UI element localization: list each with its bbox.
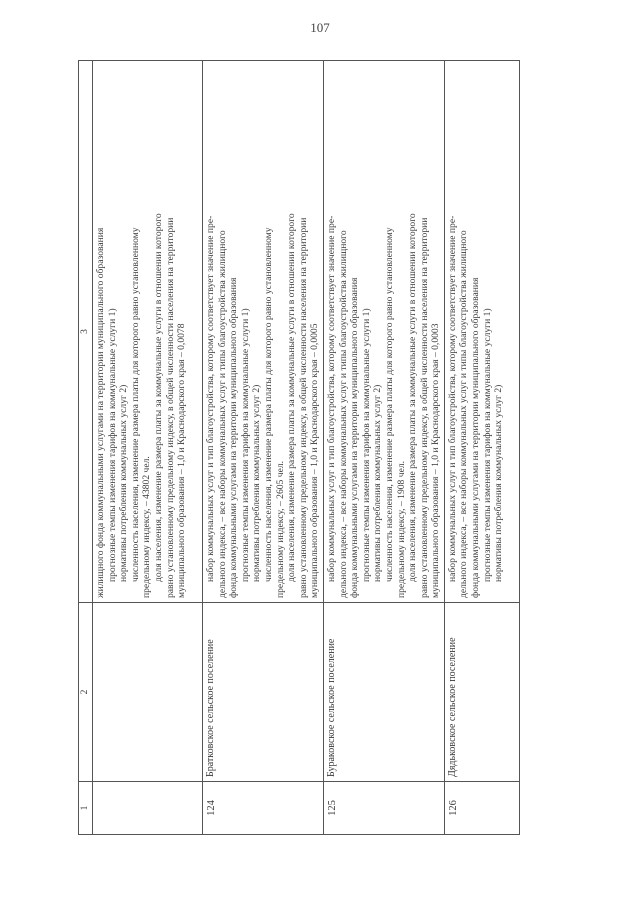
description-line: нормативы потребления коммунальных услуг 2)	[118, 384, 130, 582]
settlement-name: Дядьковское сельское поселение	[444, 603, 519, 782]
description-line: прогнозные темпы изменения тарифов на коммунальные услуги 1)	[360, 308, 372, 582]
header-col-3: 3	[79, 61, 93, 603]
indicator-description	[444, 61, 519, 603]
rotated-table-container	[78, 60, 503, 835]
table-row	[203, 61, 324, 835]
description-line: прогнозные темпы изменения тарифов на коммунальные услуги 1)	[239, 308, 251, 582]
description-line: прогнозные темпы изменения тарифов на коммунальные услуги 1)	[106, 308, 118, 582]
description-line: равно установленному предельному индексу, в общей численности населения на территории	[418, 217, 430, 598]
table-row	[93, 61, 203, 835]
settlement-name: Бураковское сельское поселение	[323, 603, 444, 782]
header-col-2: 2	[79, 603, 93, 782]
page-number: 107	[310, 20, 330, 35]
description-line: нормативы потребления коммунальных услуг 2)	[493, 384, 505, 582]
row-number: 124	[203, 782, 324, 835]
row-number	[93, 782, 203, 835]
description-line: предельному индексу, – 1908 чел.	[395, 460, 407, 598]
indicator-description	[323, 61, 444, 603]
description-line: набор коммунальных услуг и тип благоустройства, которому соответствует значение пре-	[205, 215, 216, 582]
description-line: дельного индекса, – все наборы коммунальных услуг и типы благоустройства жилищного	[216, 230, 228, 598]
indicator-description	[203, 61, 324, 603]
description-line: муниципального образования – 1,0 и Краснодарского края – 0,0003	[430, 323, 442, 598]
description-line: доля населения, изменение размера платы за коммунальные услуги в отношении которого	[286, 213, 298, 582]
description-line: фонда коммунальными услугами на территории муниципального образования	[470, 277, 482, 598]
settlement-name	[93, 603, 203, 782]
table-body	[93, 61, 520, 835]
description-line: набор коммунальных услуг и тип благоустройства, которому соответствует значение пре-	[446, 215, 458, 582]
description-line: численность населения, изменение размера платы для которого равно установленному	[383, 227, 395, 582]
description-line: доля населения, изменение размера платы за коммунальные услуги в отношении которого	[407, 213, 419, 582]
description-line: численность населения, изменение размера платы для которого равно установленному	[129, 227, 141, 582]
description-line: нормативы потребления коммунальных услуг 2)	[372, 384, 384, 582]
row-number: 126	[444, 782, 519, 835]
description-line: равно установленному предельному индексу, в общей численности населения на территории	[297, 217, 309, 598]
description-line: муниципального образования – 1,0 и Краснодарского края – 0,0078	[176, 323, 188, 598]
description-line: доля населения, изменение размера платы за коммунальные услуги в отношении которого	[152, 213, 164, 582]
table-row	[323, 61, 444, 835]
description-line: жилищного фонда коммунальными услугами на территории муниципального образования	[95, 227, 106, 598]
description-line: дельного индекса, – все наборы коммунальных услуг и типы благоустройства жилищного	[458, 230, 470, 598]
description-line: равно установленному предельному индексу, в общей численности населения на территории	[164, 217, 176, 598]
table-row	[444, 61, 519, 835]
indices-table	[78, 60, 520, 835]
description-line: фонда коммунальными услугами на территории муниципального образования	[228, 277, 240, 598]
header-row	[79, 61, 93, 835]
description-line: прогнозные темпы изменения тарифов на коммунальные услуги 1)	[481, 308, 493, 582]
header-col-1: 1	[79, 782, 93, 835]
description-line: предельному индексу, – 2605 чел.	[274, 460, 286, 598]
description-line: фонда коммунальными услугами на территории муниципального образования	[349, 277, 361, 598]
description-line: набор коммунальных услуг и тип благоустройства, которому соответствует значение пре-	[325, 215, 337, 582]
row-number: 125	[323, 782, 444, 835]
indicator-description	[93, 61, 203, 603]
description-line: муниципального образования – 1,0 и Краснодарского края – 0,0005	[309, 323, 321, 598]
description-line: численность населения, изменение размера платы для которого равно установленному	[262, 227, 274, 582]
description-line: дельного индекса, – все наборы коммунальных услуг и типы благоустройства жилищного	[337, 230, 349, 598]
description-line: предельному индексу, – 43802 чел.	[141, 456, 153, 598]
settlement-name: Братковское сельское поселение	[203, 603, 324, 782]
description-line: нормативы потребления коммунальных услуг 2)	[251, 384, 263, 582]
